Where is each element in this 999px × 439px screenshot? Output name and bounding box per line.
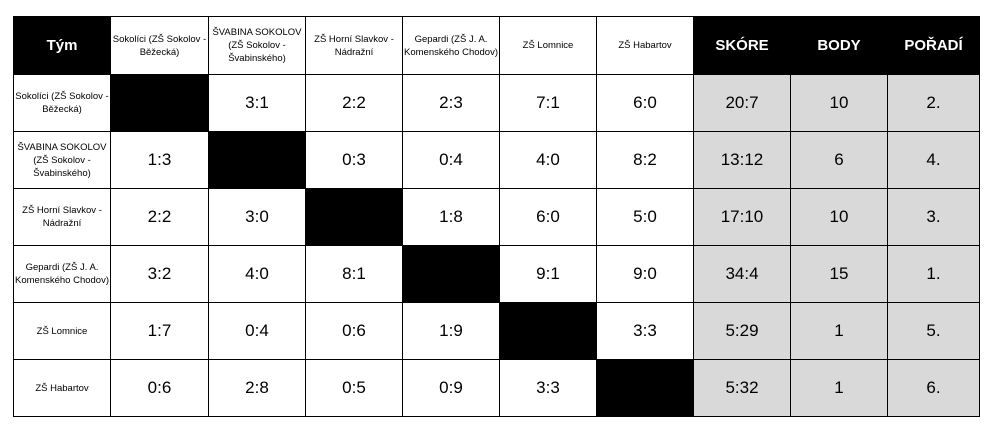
match-result-cell: 2:2 [306, 75, 403, 132]
match-result-cell: 0:6 [306, 303, 403, 360]
rank-cell: 3. [888, 189, 980, 246]
row-team-name: ZŠ Habartov [14, 360, 111, 417]
column-team-4: Gepardi (ZŠ J. A. Komenského Chodov) [403, 17, 500, 75]
match-result-cell: 2:2 [111, 189, 209, 246]
table-row [14, 75, 980, 132]
rank-cell: 2. [888, 75, 980, 132]
self-match-cell [403, 246, 500, 303]
points-cell: 1 [791, 303, 888, 360]
self-match-cell [209, 132, 306, 189]
match-result-cell: 0:9 [403, 360, 500, 417]
rank-header: POŘADÍ [888, 17, 980, 75]
rank-cell: 4. [888, 132, 980, 189]
match-result-cell: 9:1 [500, 246, 597, 303]
team-header: Tým [14, 17, 111, 75]
match-result-cell: 2:3 [403, 75, 500, 132]
match-result-cell: 9:0 [597, 246, 694, 303]
match-result-cell: 4:0 [209, 246, 306, 303]
match-result-cell: 7:1 [500, 75, 597, 132]
row-team-name: Gepardi (ZŠ J. A. Komenského Chodov) [14, 246, 111, 303]
rank-cell: 6. [888, 360, 980, 417]
match-result-cell: 0:3 [306, 132, 403, 189]
points-header: BODY [791, 17, 888, 75]
score-cell: 20:7 [694, 75, 791, 132]
table-row [14, 303, 980, 360]
table-body [14, 75, 980, 417]
self-match-cell [306, 189, 403, 246]
results-table [13, 16, 980, 417]
rank-cell: 5. [888, 303, 980, 360]
match-result-cell: 6:0 [597, 75, 694, 132]
match-result-cell: 0:5 [306, 360, 403, 417]
self-match-cell [597, 360, 694, 417]
score-cell: 34:4 [694, 246, 791, 303]
score-cell: 5:32 [694, 360, 791, 417]
match-result-cell: 0:4 [403, 132, 500, 189]
rank-cell: 1. [888, 246, 980, 303]
match-result-cell: 3:1 [209, 75, 306, 132]
score-cell: 17:10 [694, 189, 791, 246]
table-row [14, 360, 980, 417]
points-cell: 10 [791, 189, 888, 246]
match-result-cell: 1:7 [111, 303, 209, 360]
row-team-name: ZŠ Lomnice [14, 303, 111, 360]
match-result-cell: 3:3 [500, 360, 597, 417]
table-row [14, 246, 980, 303]
match-result-cell: 1:8 [403, 189, 500, 246]
table-row [14, 132, 980, 189]
column-team-5: ZŠ Lomnice [500, 17, 597, 75]
header-row [14, 17, 980, 75]
match-result-cell: 1:3 [111, 132, 209, 189]
match-result-cell: 3:0 [209, 189, 306, 246]
self-match-cell [500, 303, 597, 360]
match-result-cell: 3:3 [597, 303, 694, 360]
match-result-cell: 8:1 [306, 246, 403, 303]
score-cell: 5:29 [694, 303, 791, 360]
row-team-name: ŠVABINA SOKOLOV (ZŠ Sokolov - Švabinského) [14, 132, 111, 189]
score-cell: 13:12 [694, 132, 791, 189]
row-team-name: ZŠ Horní Slavkov - Nádražní [14, 189, 111, 246]
match-result-cell: 0:6 [111, 360, 209, 417]
column-team-6: ZŠ Habartov [597, 17, 694, 75]
score-header: SKÓRE [694, 17, 791, 75]
points-cell: 10 [791, 75, 888, 132]
match-result-cell: 4:0 [500, 132, 597, 189]
column-team-1: Sokolíci (ZŠ Sokolov - Běžecká) [111, 17, 209, 75]
column-team-2: ŠVABINA SOKOLOV (ZŠ Sokolov - Švabinského) [209, 17, 306, 75]
points-cell: 1 [791, 360, 888, 417]
match-result-cell: 1:9 [403, 303, 500, 360]
table-row [14, 189, 980, 246]
match-result-cell: 2:8 [209, 360, 306, 417]
match-result-cell: 8:2 [597, 132, 694, 189]
match-result-cell: 5:0 [597, 189, 694, 246]
match-result-cell: 0:4 [209, 303, 306, 360]
column-team-3: ZŠ Horní Slavkov - Nádražní [306, 17, 403, 75]
row-team-name: Sokolíci (ZŠ Sokolov - Běžecká) [14, 75, 111, 132]
match-result-cell: 6:0 [500, 189, 597, 246]
match-result-cell: 3:2 [111, 246, 209, 303]
points-cell: 15 [791, 246, 888, 303]
self-match-cell [111, 75, 209, 132]
points-cell: 6 [791, 132, 888, 189]
